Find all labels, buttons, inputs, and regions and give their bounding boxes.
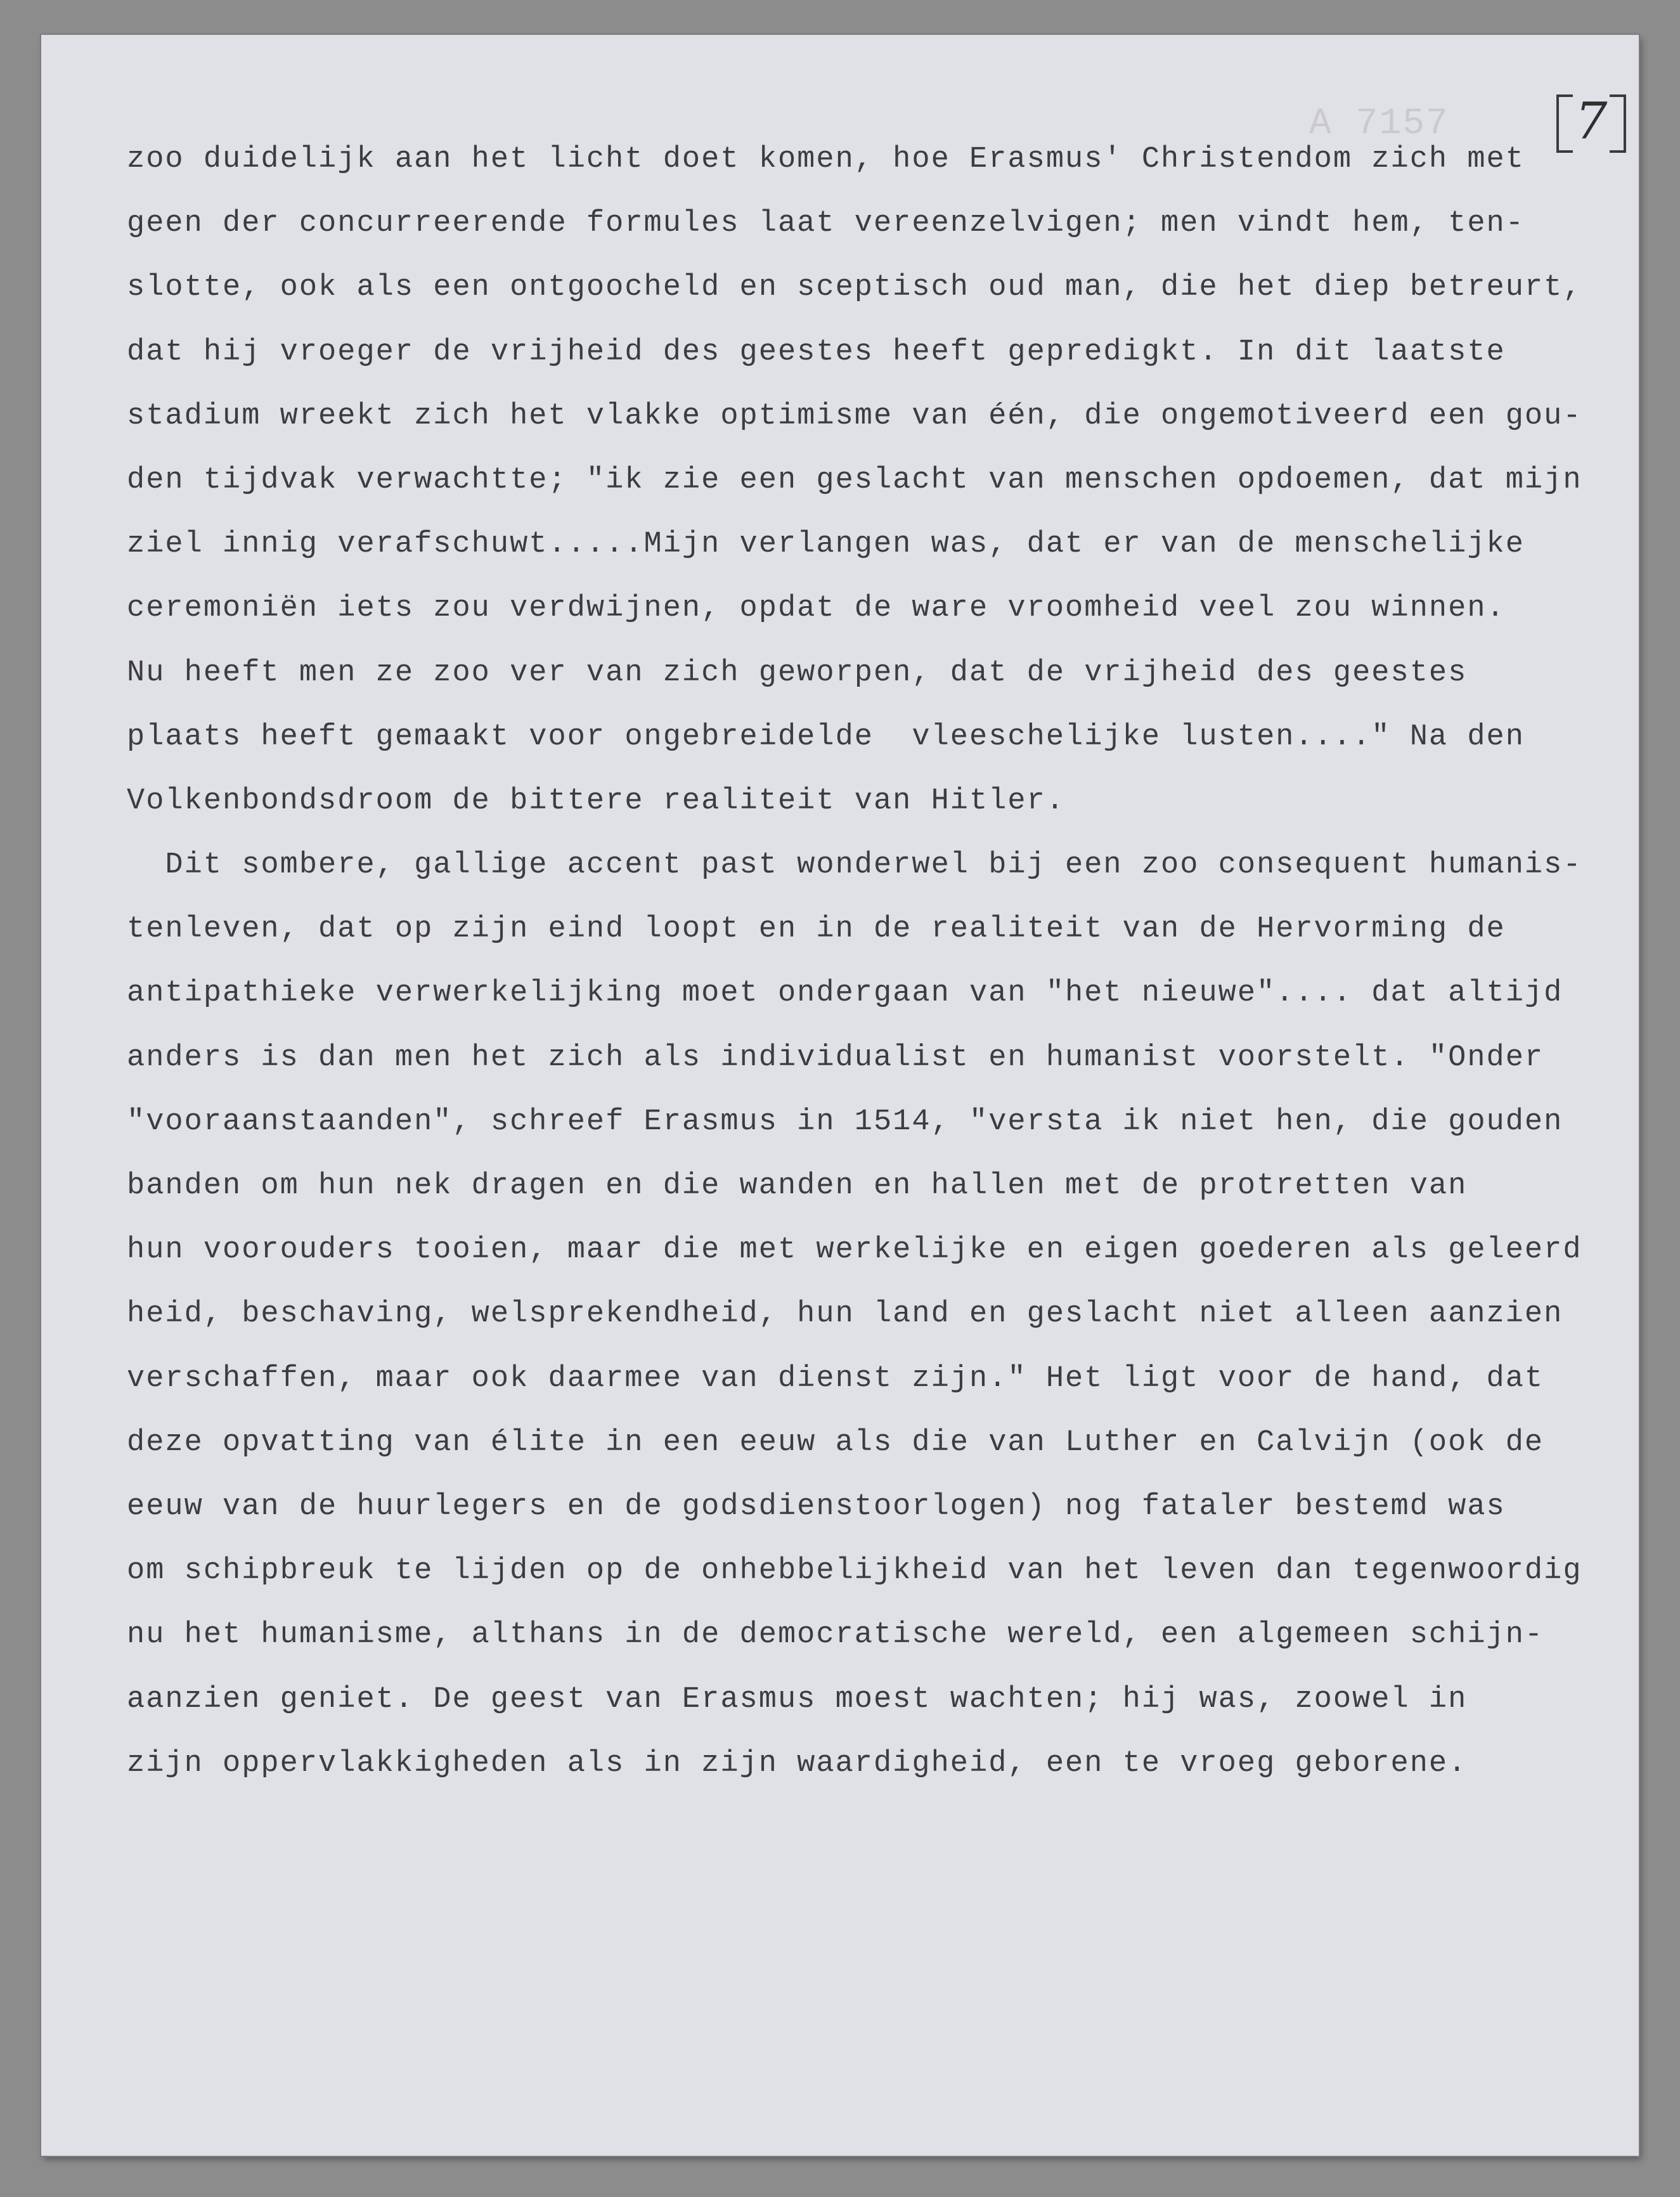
text-line: Dit sombere, gallige accent past wonderwel bij een zoo consequent humanis- (127, 848, 1582, 883)
text-line: Nu heeft men ze zoo ver van zich geworpen, dat de vrijheid des geestes (127, 656, 1468, 690)
text-line: aanzien geniet. De geest van Erasmus moest wachten; hij was, zoowel in (127, 1682, 1468, 1716)
text-line: verschaffen, maar ook daarmee van dienst zijn." Het ligt voor de hand, dat (127, 1361, 1544, 1396)
text-line: ziel innig verafschuwt.....Mijn verlangen was, dat er van de menschelijke (127, 528, 1525, 562)
text-line: Volkenbondsdroom de bittere realiteit van Hitler. (127, 784, 1066, 818)
text-line: deze opvatting van élite in een eeuw als die van Luther en Calvijn (ook de (127, 1425, 1544, 1460)
text-line: om schipbreuk te lijden op de onhebbelijkheid van het leven dan tegenwoordig (127, 1554, 1582, 1588)
text-line: tenleven, dat op zijn eind loopt en in de realiteit van de Hervorming de (127, 912, 1506, 947)
text-line: hun voorouders tooien, maar die met werkelijke en eigen goederen als geleerd (127, 1233, 1582, 1267)
text-line: banden om hun nek dragen en die wanden en hallen met de protretten van (127, 1169, 1468, 1203)
text-line: dat hij vroeger de vrijheid des geestes heeft gepredigkt. In dit laatste (127, 335, 1506, 369)
archive-stamp: A 7157 (1309, 103, 1449, 145)
text-line: zijn oppervlakkigheden als in zijn waardigheid, een te vroeg geborene. (127, 1746, 1468, 1780)
text-line: nu het humanisme, althans in de democratische wereld, een algemeen schijn- (127, 1618, 1544, 1652)
text-line: ceremoniën iets zou verdwijnen, opdat de ware vroomheid veel zou winnen. (127, 592, 1506, 626)
text-line: geen der concurreerende formules laat vereenzelvigen; men vindt hem, ten- (127, 207, 1525, 241)
text-line: anders is dan men het zich als individualist en humanist voorstelt. "Onder (127, 1040, 1544, 1075)
text-line: den tijdvak verwachtte; "ik zie een geslacht van menschen opdoemen, dat mijn (127, 463, 1582, 497)
text-line: "vooraanstaanden", schreef Erasmus in 1514, "versta ik niet hen, die gouden (127, 1105, 1563, 1139)
text-line: heid, beschaving, welsprekendheid, hun land en geslacht niet alleen aanzien (127, 1297, 1563, 1332)
typed-text-body (127, 141, 1636, 1809)
text-line: antipathieke verwerkelijking moet ondergaan van "het nieuwe".... dat altijd (127, 976, 1563, 1011)
text-line: zoo duidelijk aan het licht doet komen, hoe Erasmus' Christendom zich met (127, 143, 1525, 176)
text-line: plaats heeft gemaakt voor ongebreidelde vleeschelijke lusten...." Na den (127, 720, 1525, 754)
page-number: 7 (1556, 92, 1626, 150)
text-line: eeuw van de huurlegers en de godsdienstoorlogen) nog fataler bestemd was (127, 1489, 1506, 1524)
text-line: slotte, ook als een ontgoocheld en sceptisch oud man, die het diep betreurt, (127, 271, 1582, 305)
text-line: stadium wreekt zich het vlakke optimisme van één, die ongemotiveerd een gou- (127, 399, 1582, 433)
